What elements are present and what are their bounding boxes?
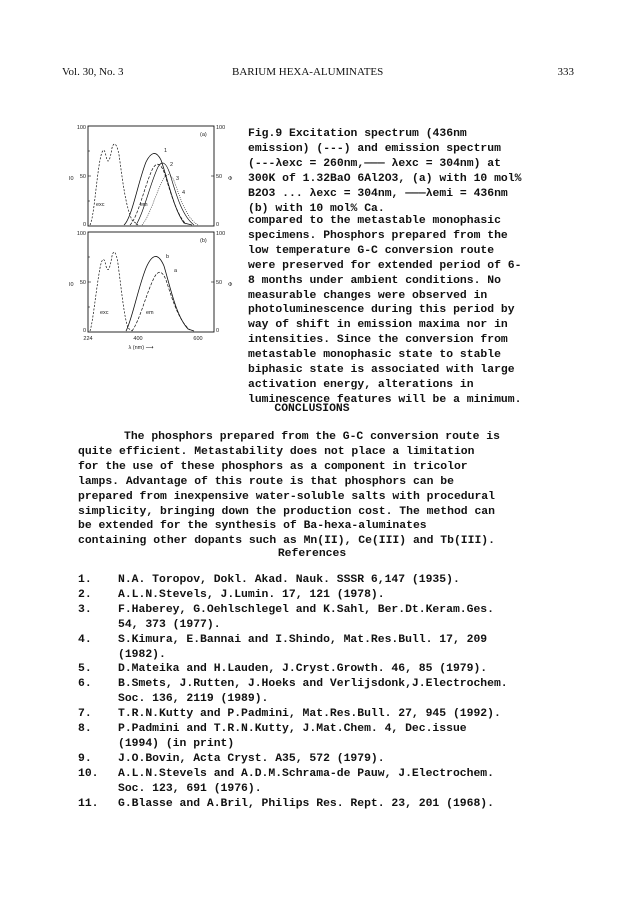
- conclusions-line: prepared from inexpensive water-soluble salts with procedural: [78, 490, 495, 503]
- panel-a-label-2: 2: [170, 162, 174, 168]
- reference-item: [78, 603, 568, 618]
- panel-b-left-tick-100: 100: [76, 231, 86, 237]
- conclusions-line: be extended for the synthesis of Ba-hexa-aluminates: [78, 520, 427, 533]
- reference-item: [78, 737, 568, 752]
- x-tick-224: 224: [83, 336, 93, 342]
- reference-item: [78, 648, 568, 663]
- reference-text: T.R.N.Kutty and P.Padmini, Mat.Res.Bull. 27, 945 (1992).: [118, 708, 501, 721]
- body-paragraph: [248, 214, 568, 408]
- reference-number: 2.: [78, 588, 92, 601]
- reference-item: [78, 752, 568, 767]
- spectra-figure: [66, 122, 236, 367]
- paragraph-line: intensities. Since the conversion from: [248, 334, 508, 347]
- page-number: 333: [557, 66, 574, 78]
- reference-number: [78, 648, 118, 663]
- panel-b-label-b: b: [166, 254, 170, 260]
- reference-number: [78, 782, 118, 797]
- panel-b-label-a: a: [174, 268, 178, 274]
- paragraph-line: low temperature G-C conversion route: [248, 244, 495, 257]
- figure-caption: [248, 127, 568, 216]
- reference-item: [78, 767, 568, 782]
- reference-number: 10.: [78, 767, 99, 780]
- paragraph-line: photoluminescence during this period by: [248, 304, 515, 317]
- x-axis-label: λ (nm) ⟶: [128, 345, 154, 351]
- reference-item: [78, 573, 568, 588]
- reference-item: [78, 722, 568, 737]
- references-heading: References: [277, 548, 347, 560]
- running-title: BARIUM HEXA-ALUMINATES: [232, 66, 384, 78]
- paragraph-line: 8 months under ambient conditions. No: [248, 274, 501, 287]
- panel-a-left-axis-label: I0: [69, 176, 74, 182]
- panel-a-left-tick-100: 100: [76, 125, 86, 131]
- panel-b-excitation-curve: [90, 252, 132, 331]
- conclusions-body: [78, 430, 552, 549]
- caption-line: Fig.9 Excitation spectrum (436nm: [248, 128, 467, 140]
- panel-b-left-tick-50: 50: [79, 280, 86, 286]
- reference-text: A.L.N.Stevels and A.D.M.Schrama-de Pauw, J.Electrochem.: [118, 767, 494, 780]
- references-list: [78, 573, 568, 812]
- paragraph-line: biphasic state is associated with large: [248, 364, 515, 377]
- paragraph-line: luminescence features will be a minimum.: [248, 393, 522, 406]
- panel-b-curve-a: [132, 272, 190, 331]
- reference-number: 1.: [78, 574, 92, 586]
- conclusions-line: for the use of these phosphors as a component in tricolor: [78, 460, 468, 473]
- panel-a-right-tick-100: 100: [216, 125, 226, 131]
- panel-b-right-axis-label: Φ: [228, 282, 233, 288]
- reference-item: [78, 618, 568, 633]
- paragraph-line: measurable changes were observed in: [248, 289, 488, 302]
- reference-number: 6.: [78, 678, 92, 691]
- reference-text: J.O.Bovin, Acta Cryst. A35, 572 (1979).: [118, 752, 385, 765]
- reference-item: [78, 707, 568, 722]
- reference-text: P.Padmini and T.R.N.Kutty, J.Mat.Chem. 4, Dec.issue: [118, 723, 467, 736]
- conclusions-heading: CONCLUSIONS: [274, 403, 350, 415]
- reference-number: [78, 692, 118, 707]
- panel-b-left-axis-label: I0: [69, 282, 74, 288]
- panel-a-right-tick-0: 0: [216, 222, 220, 228]
- conclusions-line: The phosphors prepared from the G-C conversion route is: [124, 431, 500, 443]
- caption-line: (b) with 10 mol% Ca.: [248, 202, 385, 215]
- reference-item: [78, 692, 568, 707]
- panel-a-right-axis-label: Φ: [228, 176, 233, 182]
- journal-volume: Vol. 30, No. 3: [62, 66, 124, 78]
- paragraph-line: metastable monophasic state to stable: [248, 349, 501, 362]
- conclusions-line: containing other dopants such as Mn(II), Ce(III) and Tb(III).: [78, 535, 495, 548]
- panel-b-right-tick-50: 50: [216, 280, 223, 286]
- panel-a-frame: [88, 126, 214, 226]
- reference-text: Soc. 123, 691 (1976).: [118, 782, 262, 795]
- paragraph-line: way of shift in emission maxima nor in: [248, 319, 508, 332]
- panel-a-label-4: 4: [182, 190, 186, 196]
- panel-b-curve-b: [126, 256, 194, 331]
- conclusions-line: quite efficient. Metastability does not place a limitation: [78, 445, 475, 458]
- reference-text: D.Mateika and H.Lauden, J.Cryst.Growth. 46, 85 (1979).: [118, 663, 488, 676]
- reference-number: 7.: [78, 708, 92, 721]
- reference-number: [78, 737, 118, 752]
- paragraph-line: were preserved for extended period of 6-: [248, 259, 522, 272]
- reference-text: F.Haberey, G.Oehlschlegel and K.Sahl, Ber.Dt.Keram.Ges.: [118, 603, 494, 616]
- reference-text: 54, 373 (1977).: [118, 618, 221, 631]
- reference-item: [78, 797, 568, 812]
- paragraph-line: compared to the metastable monophasic: [248, 215, 501, 227]
- reference-text: S.Kimura, E.Bannai and I.Shindo, Mat.Res.Bull. 17, 209: [118, 633, 488, 646]
- reference-item: [78, 662, 568, 677]
- reference-item: [78, 588, 568, 603]
- panel-b-left-tick-0: 0: [82, 328, 86, 334]
- paragraph-line: specimens. Phosphors prepared from the: [248, 229, 508, 242]
- reference-text: Soc. 136, 2119 (1989).: [118, 693, 269, 706]
- reference-item: [78, 677, 568, 692]
- panel-a-curve-4: [142, 175, 198, 225]
- panel-b-ticks: [88, 257, 214, 307]
- panel-b-label-exc: exc: [100, 310, 109, 316]
- panel-b-right-tick-100: 100: [216, 231, 226, 237]
- panel-a-left-tick-0: 0: [82, 222, 86, 228]
- panel-b-label-em: em: [146, 310, 154, 316]
- x-tick-600: 600: [193, 336, 203, 342]
- panel-a-label-3: 3: [176, 176, 180, 182]
- reference-number: 9.: [78, 752, 92, 765]
- panel-a-curve-2: [130, 164, 186, 225]
- reference-text: A.L.N.Stevels, J.Lumin. 17, 121 (1978).: [118, 588, 385, 601]
- panel-a-label: (a): [200, 132, 207, 138]
- caption-line: emission) (---) and emission spectrum: [248, 142, 501, 155]
- x-tick-400: 400: [133, 336, 143, 342]
- panel-a-label-1: 1: [164, 148, 168, 154]
- reference-number: [78, 618, 118, 633]
- panel-a-label-em: em: [140, 202, 148, 208]
- caption-line: B2O3 ... λexc = 304nm, ———λemi = 436nm: [248, 187, 508, 200]
- reference-item: [78, 633, 568, 648]
- panel-b-label: (b): [200, 238, 207, 244]
- reference-text: N.A. Toropov, Dokl. Akad. Nauk. SSSR 6,147 (1935).: [118, 574, 460, 586]
- reference-number: 8.: [78, 723, 92, 736]
- paragraph-line: activation energy, alterations in: [248, 378, 474, 391]
- reference-number: 4.: [78, 633, 92, 646]
- conclusions-line: simplicity, bringing down the production cost. The method can: [78, 505, 495, 518]
- panel-a-right-tick-50: 50: [216, 174, 223, 180]
- reference-number: 5.: [78, 663, 92, 676]
- reference-item: [78, 782, 568, 797]
- panel-b-right-tick-0: 0: [216, 328, 220, 334]
- panel-b-frame: [88, 232, 214, 332]
- running-header: [62, 66, 574, 82]
- panel-a-left-tick-50: 50: [79, 174, 86, 180]
- caption-line: 300K of 1.32BaO 6Al2O3, (a) with 10 mol%: [248, 172, 522, 185]
- reference-number: 3.: [78, 603, 92, 616]
- reference-text: (1994) (in print): [118, 737, 235, 750]
- caption-line: (---λexc = 260nm,——— λexc = 304nm) at: [248, 157, 501, 170]
- reference-text: G.Blasse and A.Bril, Philips Res. Rept. 23, 201 (1968).: [118, 797, 494, 810]
- panel-a-label-exc: exc: [96, 202, 105, 208]
- reference-text: B.Smets, J.Rutten, J.Hoeks and Verlijsdonk,J.Electrochem.: [118, 678, 508, 691]
- reference-text: (1982).: [118, 648, 166, 661]
- conclusions-line: lamps. Advantage of this route is that phosphors can be: [78, 475, 454, 488]
- reference-number: 11.: [78, 797, 99, 810]
